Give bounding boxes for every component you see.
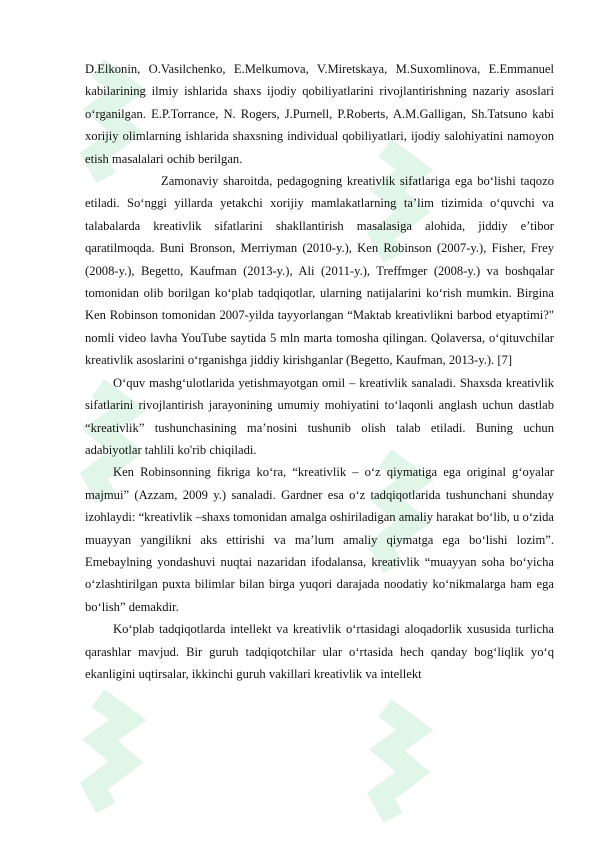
paragraph-missing-factor: O‘quv mashg‘ulotlarida yetishmayotgan omil – kreativlik sanaladi. Shaxsda kreativlik sifatlarini rivojlantirish jarayonining umumiy mohiyatini to‘laqonli anglash uchun dastlab “kreativlik” tushunchasining ma’nosini tushunib olish talab etiladi. Buning uchun adabiyotlar tahlili ko'rib chiqiladi. [85,375,554,457]
body-text [85,58,554,685]
paragraph-modern-conditions: Zamonaviy sharoitda, pedagogning kreativlik sifatlariga ega bo‘lishi taqozo etiladi. So‘nggi yillarda yetakchi xorijiy mamlakatlarning ta’lim tizimida o‘quvchi va talabalarda kreativlik sifatlarini shakllantirish masalasiga alohida, jiddiy e’tibor qaratilmoqda. Buni Bronson, Merriyman (2010-y.), Ken Robinson (2007-y.), Fisher, Frey (2008-y.), Begetto, Kaufman (2013-y.), Ali (2011-y.), Treffmger (2008-y.) va boshqalar tomonidan olib borilgan ko‘plab tadqiqotlar, ularning natijalarini ko‘rish mumkin. Birgina Ken Robinson tomonidan 2007-yilda tayyorlangan “Maktab kreativlikni barbod etyaptimi?" nomli video lavha YouTube saytida 5 mln marta tomosha qilingan. Qolaversa, o‘qituvchilar kreativlik asoslarini o‘rganishga jiddiy kirishganlar (Begetto, Kaufman, 2013-y.). [7] [85,174,554,368]
paragraph-robinson-definition: Ken Robinsonning fikriga ko‘ra, “kreativlik – o‘z qiymatiga ega original g‘oyalar majmui” (Azzam, 2009 y.) sanaladi. Gardner esa o‘z tadqiqotlarida tushunchani shunday izohlaydi: “kreativlik –shaxs tomonidan amalga oshiriladigan amaliy harakat bo‘lib, u o‘zida muayyan yangilikni aks ettirishi va ma’lum amaliy qiymatga ega bo‘lishi lozim”. Emebaylning yondashuvi nuqtai nazaridan ifodalansa, kreativlik “muayyan soha bo‘yicha o‘zlashtirilgan puxta bilimlar bilan birga yuqori darajada noodatiy ko‘nikmalarga ham ega bo‘lish” demakdir. [85,465,554,614]
paragraph-intellect-creativity: Ko‘plab tadqiqotlarda intellekt va kreativlik o‘rtasidagi aloqadorlik xususida turlicha qarashlar mavjud. Bir guruh tadqiqotchilar ular o‘rtasida hech qanday bog‘liqlik yo‘q ekanligini uqtirsalar, ikkinchi guruh vakillari kreativlik va intellekt [85,622,554,681]
watermark-icon [365,700,435,830]
paragraph-researchers: D.Elkonin, O.Vasilchenko, E.Melkumova, V.Miretskaya, M.Suxomlinova, E.Emmanuel kabilarining ilmiy ishlarida shaxs ijodiy qobiliyatlarini rivojlantirishning nazariy asoslari o‘rganilgan. E.P.Torrance, N. Rogers, J.Purnell, P.Roberts, A.M.Galligan, Sh.Tatsuno kabi xorijiy olimlarning ishlarida shaxsning individual qobiliyatlari, ijodiy salohiyatini namoyon etish masalalari ochib berilgan. [85,62,554,166]
watermark-icon [78,690,148,820]
